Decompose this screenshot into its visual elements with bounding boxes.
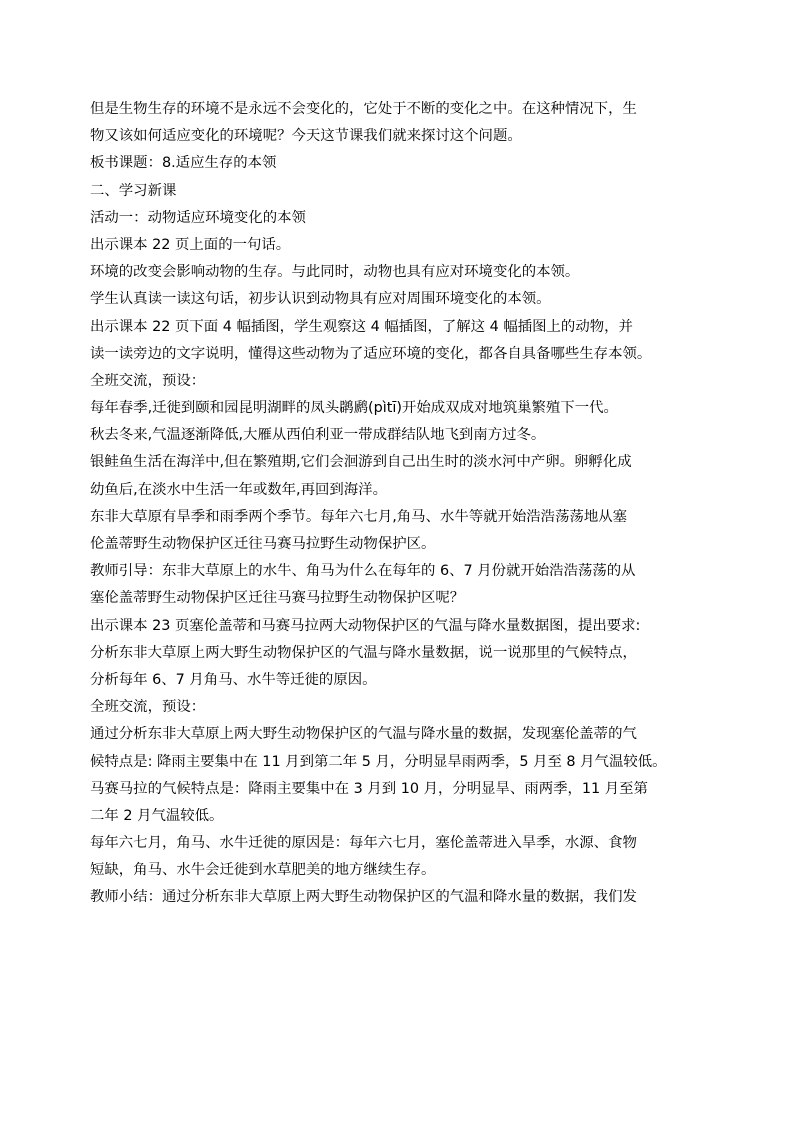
text-line: 学生认真读一读这句话，初步认识到动物具有应对周围环境变化的本领。 (90, 291, 551, 308)
text-line: 通过分析东非大草原上两大野生动物保护区的气温与降水量的数据，发现塞伦盖蒂的气 (90, 726, 637, 743)
text-line: 秋去冬来,气温逐渐降低,大雁从西伯利亚一带成群结队地飞到南方过冬。 (90, 427, 546, 444)
text-line: 教师引导：东非大草原上的水牛、角马为什么在每年的 6、7 月份就开始浩浩荡荡的从 (90, 563, 636, 580)
text-line: 每年六七月，角马、水牛迁徙的原因是：每年六七月，塞伦盖蒂进入旱季，水源、食物 (90, 835, 637, 852)
text-line: 候特点是: 降雨主要集中在 11 月到第二年 5 月，分明显旱雨两季，5 月至 8 月气温较低。 (90, 753, 667, 770)
text-line: 每年春季,迁徙到颐和园昆明湖畔的凤头䴙䴘(pìtī)开始成双成对地筑巢繁殖下一代。 (90, 400, 618, 417)
text-line: 全班交流，预设： (90, 372, 206, 389)
lesson-title-line: 板书课题：8.适应生存的本领 (90, 155, 277, 172)
text-line: 出示课本 22 页上面的一句话。 (90, 236, 291, 253)
text-line: 塞伦盖蒂野生动物保护区迁往马赛马拉野生动物保护区呢？ (90, 590, 465, 607)
text-line: 银鲑鱼生活在海洋中,但在繁殖期,它们会洄游到自己出生时的淡水河中产卵。卵孵化成 (90, 454, 632, 471)
text-line: 伦盖蒂野生动物保护区迁往马赛马拉野生动物保护区。 (90, 536, 436, 552)
section-heading: 二、学习新课 (90, 182, 177, 199)
text-line: 全班交流，预设： (90, 699, 206, 716)
text-line: 读一读旁边的文字说明，懂得这些动物为了适应环境的变化，都各自具备哪些生存本领。 (90, 345, 652, 362)
text-line: 但是生物生存的环境不是永远不会变化的，它处于不断的变化之中。在这种情况下，生 (90, 101, 637, 117)
text-line: 二年 2 月气温较低。 (90, 807, 224, 824)
text-line: 物又该如何适应变化的环境呢？今天这节课我们就来探讨这个问题。 (90, 128, 522, 145)
text-line: 出示课本 23 页塞伦盖蒂和马赛马拉两大动物保护区的气温与降水量数据图，提出要求: (90, 617, 641, 634)
text-line: 幼鱼后,在淡水中生活一年或数年,再回到海洋。 (90, 481, 387, 498)
text-line: 东非大草原有旱季和雨季两个季节。每年六七月,角马、水牛等就开始浩浩荡荡地从塞 (90, 508, 628, 525)
text-line: 教师小结：通过分析东非大草原上两大野生动物保护区的气温和降水量的数据，我们发 (90, 889, 637, 906)
text-line: 短缺，角马、水牛会迁徙到水草肥美的地方继续生存。 (90, 862, 436, 879)
text-line: 环境的改变会影响动物的生存。与此同时，动物也具有应对环境变化的本领。 (90, 264, 580, 281)
text-line: 马赛马拉的气候特点是：降雨主要集中在 3 月到 10 月，分明显旱、雨两季，11 月至第 (90, 780, 648, 797)
activity-heading: 活动一：动物适应环境变化的本领 (90, 209, 306, 226)
text-line: 分析东非大草原上两大野生动物保护区的气温与降水量数据，说一说那里的气候特点， (90, 644, 637, 661)
document-body (90, 96, 706, 912)
text-line: 出示课本 22 页下面 4 幅插图，学生观察这 4 幅插图，了解这 4 幅插图上的动物，并 (90, 318, 633, 335)
text-line: 分析每年 6、7 月角马、水牛等迁徙的原因。 (90, 671, 377, 688)
